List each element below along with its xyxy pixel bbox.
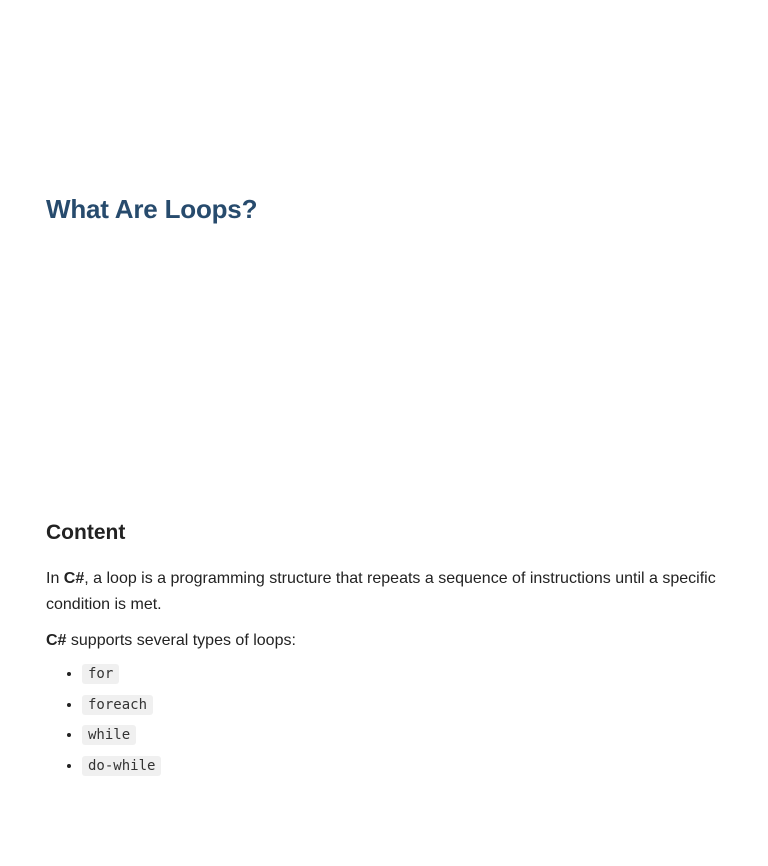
list-item bbox=[82, 725, 726, 745]
code-do-while: do-while bbox=[82, 756, 161, 776]
types-paragraph bbox=[46, 628, 726, 654]
language-name: C# bbox=[63, 570, 85, 587]
list-item bbox=[82, 756, 726, 776]
page-title: What Are Loops? bbox=[46, 194, 258, 224]
code-for: for bbox=[82, 664, 119, 684]
intro-suffix: , a loop is a programming structure that repeats a sequence of instructions until a specific condition is met. bbox=[46, 570, 716, 613]
intro-prefix: In bbox=[46, 570, 64, 587]
content-section bbox=[46, 518, 726, 786]
code-foreach: foreach bbox=[82, 695, 153, 715]
list-item bbox=[82, 664, 726, 684]
intro-paragraph bbox=[46, 566, 726, 618]
section-heading: Content bbox=[46, 521, 126, 544]
language-name: C# bbox=[46, 632, 67, 649]
types-suffix: supports several types of loops: bbox=[66, 632, 296, 649]
list-item bbox=[82, 695, 726, 715]
loop-type-list bbox=[46, 664, 726, 776]
code-while: while bbox=[82, 725, 136, 745]
